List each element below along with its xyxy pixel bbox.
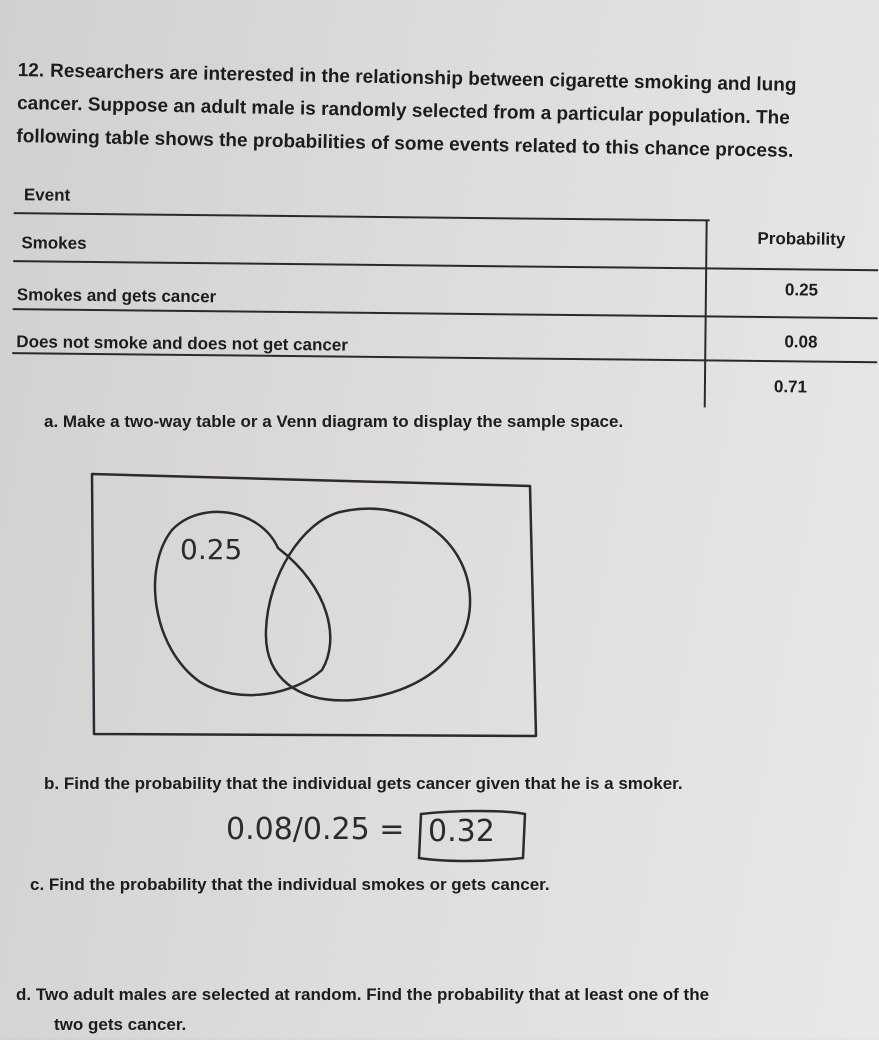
table-rule-top xyxy=(14,212,710,221)
part-c-label: c. xyxy=(30,875,45,894)
table-header-event: Event xyxy=(23,185,71,205)
question-intro xyxy=(16,54,858,169)
table-rule-3 xyxy=(12,352,877,363)
part-a xyxy=(44,407,623,437)
answer-b-work: 0.08/0.25 = xyxy=(226,812,405,847)
venn-circle-cancer xyxy=(266,509,470,701)
intro-line-3: following table shows the probabilities of some events related to this chance process. xyxy=(16,125,794,162)
venn-diagram xyxy=(90,468,550,750)
part-d-line-2: two gets cancer. xyxy=(54,1015,187,1034)
part-c xyxy=(30,870,550,900)
part-d-label: d. xyxy=(16,985,32,1004)
part-c-text: Find the probability that the individual smokes or gets cancer. xyxy=(48,875,550,894)
part-b-label: b. xyxy=(44,774,60,793)
part-d xyxy=(16,980,709,1040)
table-rule-1 xyxy=(13,260,878,271)
part-b-text: Find the probability that the individual gets cancer given that he is a smoker. xyxy=(63,774,683,793)
table-row-event: Smokes and gets cancer xyxy=(16,285,217,307)
part-a-text: Make a two-way table or a Venn diagram to display the sample space. xyxy=(62,412,624,431)
part-b xyxy=(44,769,683,799)
probability-table xyxy=(0,185,879,414)
table-column-divider xyxy=(704,219,707,407)
intro-line-2: cancer. Suppose an adult male is randomly selected from a particular population. The xyxy=(16,92,790,129)
venn-label-handwritten: 0.25 xyxy=(180,533,243,566)
answer-b-result: 0.32 xyxy=(428,814,495,849)
table-row-probability: 0.25 xyxy=(784,280,819,300)
table-rule-2 xyxy=(13,308,878,319)
table-header-probability: Probability xyxy=(757,228,846,249)
table-row-event: Does not smoke and does not get cancer xyxy=(16,332,349,355)
table-row-probability: 0.08 xyxy=(784,332,818,352)
intro-line-1: 12. Researchers are interested in the relationship between cigarette smoking and lung xyxy=(17,59,797,96)
table-row-event: Smokes xyxy=(21,233,87,253)
question-number: 12. xyxy=(17,59,45,82)
part-a-label: a. xyxy=(44,412,59,431)
part-d-line-1: d. Two adult males are selected at random. Find the probability that at least one of the xyxy=(16,985,710,1004)
table-row-probability: 0.71 xyxy=(773,377,808,397)
